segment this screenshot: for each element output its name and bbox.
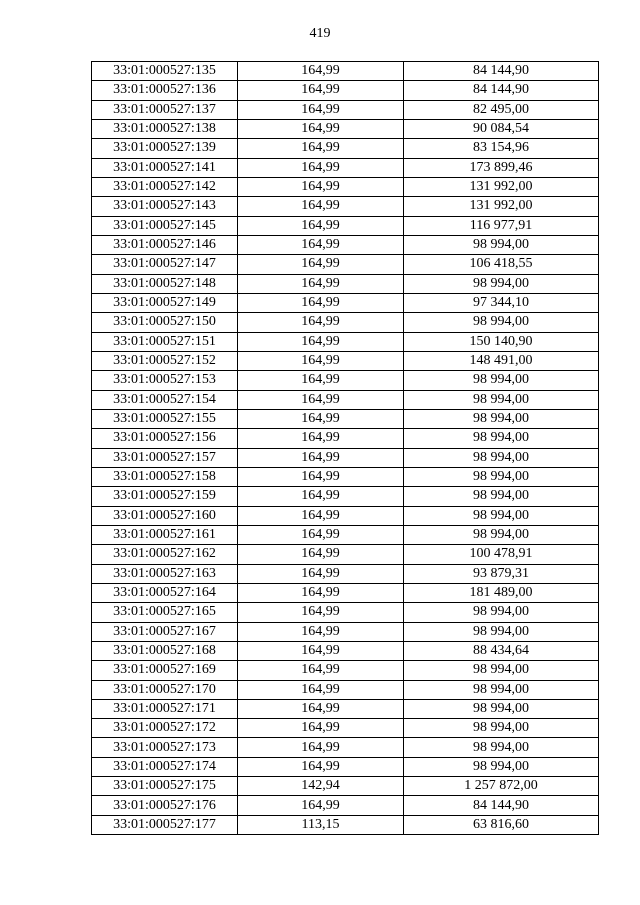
value-cell: 98 994,00: [404, 757, 599, 776]
table-row: [92, 313, 599, 332]
value-cell: 98 994,00: [404, 487, 599, 506]
table-row: [92, 641, 599, 660]
table-row: [92, 525, 599, 544]
value-cell: 98 994,00: [404, 738, 599, 757]
table-row: [92, 506, 599, 525]
value-cell: 84 144,90: [404, 81, 599, 100]
area-cell: 164,99: [238, 545, 404, 564]
value-cell: 97 344,10: [404, 293, 599, 312]
cadastral-number-cell: 33:01:000527:157: [92, 448, 238, 467]
table-row: [92, 409, 599, 428]
value-cell: 83 154,96: [404, 139, 599, 158]
cadastral-number-cell: 33:01:000527:152: [92, 351, 238, 370]
cadastral-number-cell: 33:01:000527:162: [92, 545, 238, 564]
area-cell: 164,99: [238, 81, 404, 100]
value-cell: 84 144,90: [404, 62, 599, 81]
value-cell: 98 994,00: [404, 467, 599, 486]
value-cell: 98 994,00: [404, 661, 599, 680]
cadastral-number-cell: 33:01:000527:168: [92, 641, 238, 660]
area-cell: 164,99: [238, 177, 404, 196]
table-row: [92, 603, 599, 622]
value-cell: 98 994,00: [404, 506, 599, 525]
cadastral-number-cell: 33:01:000527:138: [92, 119, 238, 138]
cadastral-number-cell: 33:01:000527:142: [92, 177, 238, 196]
cadastral-number-cell: 33:01:000527:169: [92, 661, 238, 680]
area-cell: 164,99: [238, 641, 404, 660]
area-cell: 164,99: [238, 583, 404, 602]
value-cell: 98 994,00: [404, 390, 599, 409]
area-cell: 164,99: [238, 62, 404, 81]
area-cell: 164,99: [238, 293, 404, 312]
value-cell: 82 495,00: [404, 100, 599, 119]
table-row: [92, 796, 599, 815]
table-row: [92, 390, 599, 409]
area-cell: 164,99: [238, 274, 404, 293]
table-row: [92, 815, 599, 834]
table-row: [92, 216, 599, 235]
value-cell: 131 992,00: [404, 197, 599, 216]
value-cell: 98 994,00: [404, 699, 599, 718]
cadastral-number-cell: 33:01:000527:158: [92, 467, 238, 486]
cadastral-number-cell: 33:01:000527:172: [92, 719, 238, 738]
value-cell: 150 140,90: [404, 332, 599, 351]
table-row: [92, 564, 599, 583]
cadastral-number-cell: 33:01:000527:139: [92, 139, 238, 158]
cadastral-number-cell: 33:01:000527:150: [92, 313, 238, 332]
table-row: [92, 235, 599, 254]
table-row: [92, 545, 599, 564]
cadastral-number-cell: 33:01:000527:155: [92, 409, 238, 428]
area-cell: 164,99: [238, 448, 404, 467]
area-cell: 164,99: [238, 719, 404, 738]
cadastral-number-cell: 33:01:000527:149: [92, 293, 238, 312]
value-cell: 98 994,00: [404, 313, 599, 332]
area-cell: 164,99: [238, 699, 404, 718]
value-cell: 98 994,00: [404, 409, 599, 428]
area-cell: 164,99: [238, 429, 404, 448]
table-row: [92, 274, 599, 293]
table-row: [92, 467, 599, 486]
page-number: 419: [309, 26, 331, 41]
table-row: [92, 100, 599, 119]
table-row: [92, 622, 599, 641]
cadastral-number-cell: 33:01:000527:175: [92, 777, 238, 796]
value-cell: 148 491,00: [404, 351, 599, 370]
area-cell: 164,99: [238, 197, 404, 216]
cadastral-number-cell: 33:01:000527:161: [92, 525, 238, 544]
area-cell: 164,99: [238, 139, 404, 158]
cadastral-number-cell: 33:01:000527:151: [92, 332, 238, 351]
value-cell: 84 144,90: [404, 796, 599, 815]
cadastral-number-cell: 33:01:000527:147: [92, 255, 238, 274]
area-cell: 164,99: [238, 235, 404, 254]
cadastral-number-cell: 33:01:000527:173: [92, 738, 238, 757]
value-cell: 1 257 872,00: [404, 777, 599, 796]
area-cell: 113,15: [238, 815, 404, 834]
table-row: [92, 661, 599, 680]
area-cell: 164,99: [238, 313, 404, 332]
cadastral-number-cell: 33:01:000527:153: [92, 371, 238, 390]
area-cell: 164,99: [238, 158, 404, 177]
value-cell: 98 994,00: [404, 622, 599, 641]
value-cell: 90 084,54: [404, 119, 599, 138]
cadastral-table: [91, 61, 599, 835]
table-row: [92, 351, 599, 370]
cadastral-number-cell: 33:01:000527:167: [92, 622, 238, 641]
value-cell: 93 879,31: [404, 564, 599, 583]
value-cell: 98 994,00: [404, 680, 599, 699]
value-cell: 63 816,60: [404, 815, 599, 834]
value-cell: 98 994,00: [404, 525, 599, 544]
area-cell: 164,99: [238, 738, 404, 757]
value-cell: 106 418,55: [404, 255, 599, 274]
cadastral-number-cell: 33:01:000527:171: [92, 699, 238, 718]
value-cell: 98 994,00: [404, 371, 599, 390]
area-cell: 164,99: [238, 506, 404, 525]
table-row: [92, 139, 599, 158]
area-cell: 164,99: [238, 680, 404, 699]
table-row: [92, 738, 599, 757]
cadastral-number-cell: 33:01:000527:137: [92, 100, 238, 119]
area-cell: 164,99: [238, 564, 404, 583]
table-row: [92, 158, 599, 177]
area-cell: 164,99: [238, 255, 404, 274]
value-cell: 100 478,91: [404, 545, 599, 564]
table-row: [92, 757, 599, 776]
cadastral-number-cell: 33:01:000527:165: [92, 603, 238, 622]
area-cell: 164,99: [238, 216, 404, 235]
area-cell: 164,99: [238, 100, 404, 119]
area-cell: 164,99: [238, 467, 404, 486]
table-row: [92, 62, 599, 81]
area-cell: 164,99: [238, 487, 404, 506]
cadastral-number-cell: 33:01:000527:176: [92, 796, 238, 815]
value-cell: 116 977,91: [404, 216, 599, 235]
table-row: [92, 197, 599, 216]
table-row: [92, 680, 599, 699]
value-cell: 181 489,00: [404, 583, 599, 602]
area-cell: 164,99: [238, 796, 404, 815]
table-row: [92, 119, 599, 138]
table-row: [92, 293, 599, 312]
cadastral-number-cell: 33:01:000527:160: [92, 506, 238, 525]
value-cell: 98 994,00: [404, 603, 599, 622]
value-cell: 88 434,64: [404, 641, 599, 660]
table-row: [92, 487, 599, 506]
cadastral-number-cell: 33:01:000527:143: [92, 197, 238, 216]
area-cell: 164,99: [238, 661, 404, 680]
value-cell: 98 994,00: [404, 429, 599, 448]
table-row: [92, 371, 599, 390]
cadastral-number-cell: 33:01:000527:146: [92, 235, 238, 254]
cadastral-number-cell: 33:01:000527:163: [92, 564, 238, 583]
cadastral-number-cell: 33:01:000527:156: [92, 429, 238, 448]
cadastral-number-cell: 33:01:000527:154: [92, 390, 238, 409]
table-row: [92, 429, 599, 448]
area-cell: 164,99: [238, 603, 404, 622]
table-row: [92, 332, 599, 351]
area-cell: 164,99: [238, 390, 404, 409]
area-cell: 164,99: [238, 409, 404, 428]
table-row: [92, 777, 599, 796]
table-body: [92, 62, 599, 835]
cadastral-number-cell: 33:01:000527:177: [92, 815, 238, 834]
table-row: [92, 177, 599, 196]
value-cell: 98 994,00: [404, 274, 599, 293]
value-cell: 98 994,00: [404, 448, 599, 467]
cadastral-number-cell: 33:01:000527:141: [92, 158, 238, 177]
cadastral-number-cell: 33:01:000527:148: [92, 274, 238, 293]
table-row: [92, 81, 599, 100]
value-cell: 98 994,00: [404, 235, 599, 254]
table-row: [92, 719, 599, 738]
area-cell: 142,94: [238, 777, 404, 796]
table-row: [92, 583, 599, 602]
cadastral-number-cell: 33:01:000527:135: [92, 62, 238, 81]
cadastral-number-cell: 33:01:000527:145: [92, 216, 238, 235]
cadastral-number-cell: 33:01:000527:136: [92, 81, 238, 100]
table-row: [92, 448, 599, 467]
value-cell: 131 992,00: [404, 177, 599, 196]
cadastral-number-cell: 33:01:000527:170: [92, 680, 238, 699]
value-cell: 98 994,00: [404, 719, 599, 738]
area-cell: 164,99: [238, 119, 404, 138]
cadastral-number-cell: 33:01:000527:159: [92, 487, 238, 506]
area-cell: 164,99: [238, 351, 404, 370]
area-cell: 164,99: [238, 757, 404, 776]
cadastral-number-cell: 33:01:000527:174: [92, 757, 238, 776]
area-cell: 164,99: [238, 622, 404, 641]
area-cell: 164,99: [238, 332, 404, 351]
area-cell: 164,99: [238, 371, 404, 390]
table-row: [92, 699, 599, 718]
area-cell: 164,99: [238, 525, 404, 544]
value-cell: 173 899,46: [404, 158, 599, 177]
table-row: [92, 255, 599, 274]
cadastral-number-cell: 33:01:000527:164: [92, 583, 238, 602]
